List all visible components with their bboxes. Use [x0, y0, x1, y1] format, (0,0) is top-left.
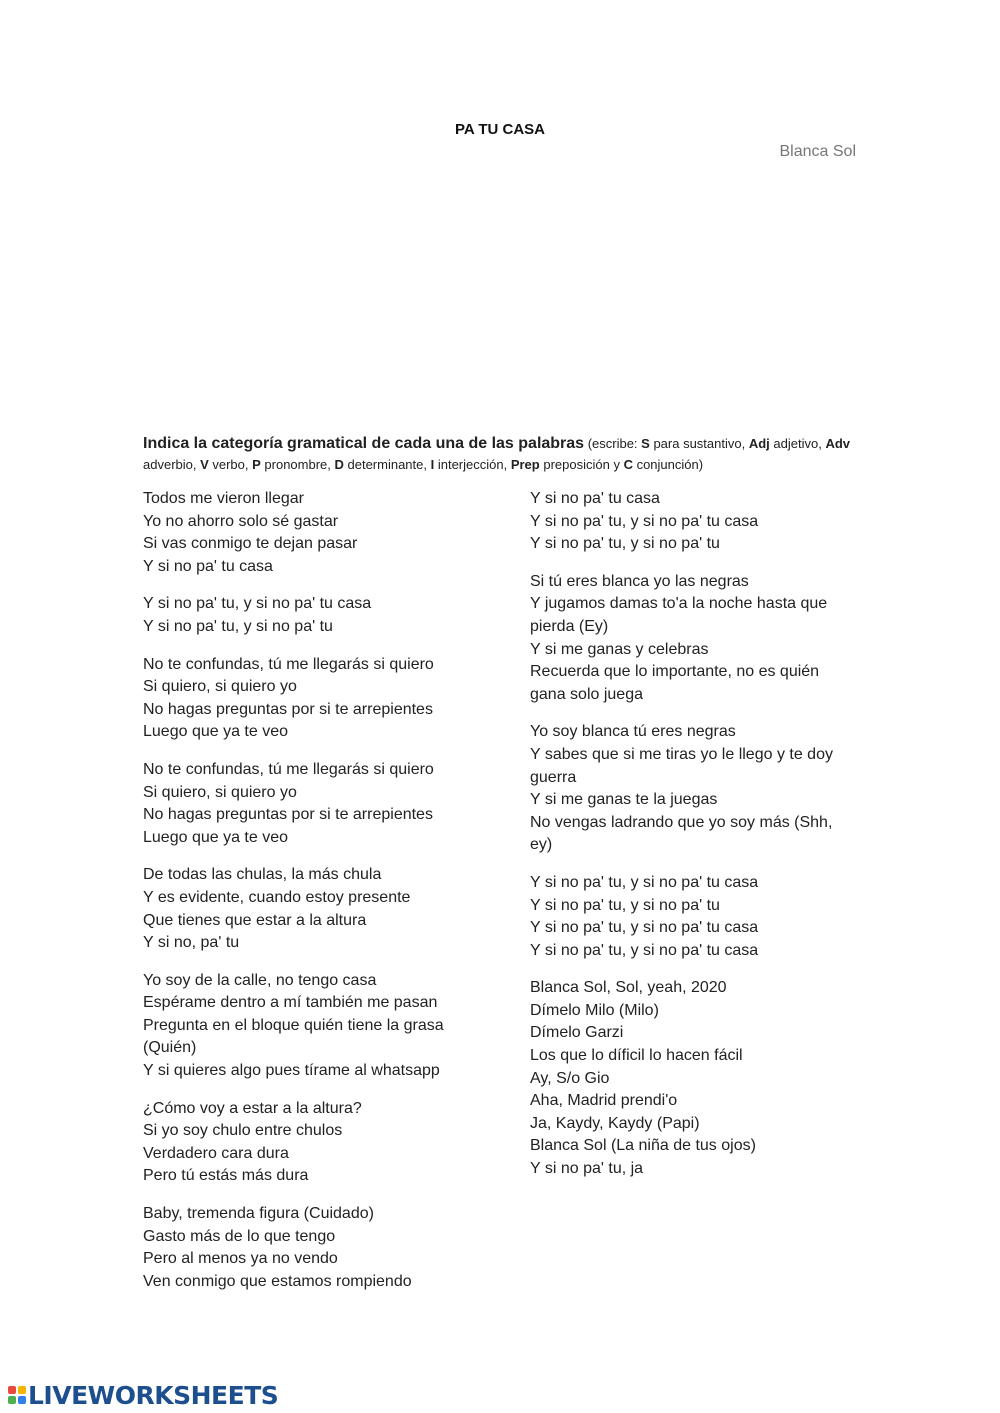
lyric-line: Si quiero, si quiero yo: [143, 678, 297, 696]
lyric-line: Y si no pa' tu casa: [530, 490, 660, 507]
document-title: PA TU CASA: [455, 121, 545, 138]
lyric-line: Dímelo Milo (Milo): [530, 1001, 659, 1019]
instructions-lead: Indica la categoría gramatical de cada una de las palabras: [143, 435, 585, 452]
lyric-line: Y si no pa' tu, y si no pa' tu casa: [530, 873, 759, 891]
lyric-line: No te confundas, tú me llegarás si quiero: [143, 655, 434, 673]
lyric-line: Blanca Sol, Sol, yeah, 2020: [530, 979, 727, 997]
logo-square: [8, 1396, 16, 1404]
lyric-line: Baby, tremenda figura (Cuidado): [143, 1205, 374, 1223]
category-abbreviation: Prep: [510, 457, 540, 472]
lyric-line: Yo no ahorro solo sé gastar: [143, 512, 339, 530]
stanza: [143, 759, 473, 849]
lyric-line: Y si no pa' tu, y si no pa' tu: [530, 896, 720, 914]
category-abbreviation: V: [200, 457, 209, 472]
legend-text: para sustantivo,: [649, 436, 749, 451]
stanza: [143, 488, 473, 578]
lyric-line: Verdadero cara dura: [143, 1144, 289, 1162]
lyric-line: Y si quieres algo pues tírame al whatsapp: [143, 1062, 440, 1080]
lyric-line: No hagas preguntas por si te arrepientes: [143, 700, 433, 718]
legend-text: (escribe:: [584, 436, 642, 451]
category-abbreviation: S: [641, 436, 650, 451]
lyric-line: Y si no pa' tu, y si no pa' tu: [530, 535, 720, 553]
stanza: [530, 977, 850, 1180]
lyric-line: Si yo soy chulo entre chulos: [143, 1122, 343, 1140]
lyric-line: No vengas ladrando que yo soy más (Shh, ey): [530, 813, 833, 854]
stanza: [143, 593, 473, 638]
lyric-line: Y jugamos damas to'a la noche hasta que pierda (Ey): [530, 595, 828, 635]
stanza: [530, 488, 850, 556]
lyric-line: Y si no pa' tu, ja: [530, 1160, 644, 1178]
lyric-line: Pero tú estás más dura: [143, 1167, 309, 1185]
lyric-line: Si tú eres blanca yo las negras: [530, 572, 749, 590]
lyric-line: Y si no pa' tu, y si no pa' tu casa: [530, 919, 759, 937]
lyric-line: De todas las chulas, la más chula: [143, 866, 382, 884]
lyric-line: Que tienes que estar a la altura: [143, 911, 367, 929]
lyric-line: Y si no pa' tu, y si no pa' tu casa: [530, 512, 759, 530]
legend-text: preposición y: [539, 457, 624, 472]
lyric-line: Blanca Sol (La niña de tus ojos): [530, 1137, 756, 1155]
logo-icon: [8, 1386, 26, 1404]
lyric-line: No te confundas, tú me llegarás si quiero: [143, 760, 434, 778]
lyric-line: Y si me ganas te la juegas: [530, 791, 718, 809]
lyric-line: Dímelo Garzi: [530, 1024, 624, 1042]
lyric-line: Aha, Madrid prendi'o: [530, 1092, 678, 1110]
logo-square: [8, 1386, 16, 1394]
category-abbreviation: I: [430, 457, 435, 472]
stanza: [143, 654, 473, 744]
lyric-line: Y si me ganas y celebras: [530, 640, 709, 658]
lyric-line: ¿Cómo voy a estar a la altura?: [143, 1099, 362, 1117]
lyrics-right-column: [530, 488, 850, 1196]
lyric-line: Luego que ya te veo: [143, 723, 289, 741]
song-author: Blanca Sol: [779, 143, 856, 160]
legend-text: conjunción): [632, 457, 704, 472]
lyric-line: Luego que ya te veo: [143, 828, 289, 846]
category-abbreviation: C: [623, 457, 633, 472]
lyric-line: Gasto más de lo que tengo: [143, 1227, 336, 1245]
category-abbreviation: Adv: [825, 436, 850, 451]
stanza: [143, 1098, 473, 1188]
lyric-line: Los que lo díficil lo hacen fácil: [530, 1047, 743, 1065]
legend-text: adverbio,: [143, 457, 201, 472]
logo-square: [18, 1386, 26, 1394]
lyric-line: Si quiero, si quiero yo: [143, 783, 297, 801]
liveworksheets-logo: [8, 1379, 278, 1411]
lyric-line: Pero al menos ya no vendo: [143, 1250, 338, 1268]
lyric-line: Espérame dentro a mí también me pasan: [143, 994, 438, 1012]
lyric-line: Si vas conmigo te dejan pasar: [143, 535, 358, 553]
stanza: [530, 721, 850, 857]
stanza: [143, 864, 473, 954]
stanza: [143, 1203, 473, 1293]
lyrics-left-column: [143, 488, 473, 1308]
lyric-line: Yo soy blanca tú eres negras: [530, 723, 736, 741]
legend-text: verbo,: [208, 457, 253, 472]
legend-text: pronombre,: [260, 457, 335, 472]
logo-text: LIVEWORKSHEETS: [28, 1380, 279, 1410]
legend-text: determinante,: [343, 457, 431, 472]
lyric-line: Y si no, pa' tu: [143, 934, 240, 952]
lyric-line: Y es evidente, cuando estoy presente: [143, 888, 411, 906]
legend-text: interjección,: [434, 457, 511, 472]
lyric-line: No hagas preguntas por si te arrepientes: [143, 806, 433, 824]
lyric-line: Y si no pa' tu casa: [143, 557, 273, 575]
lyric-line: Y sabes que si me tiras yo le llego y te doy guerra: [530, 745, 833, 786]
lyric-line: Todos me vieron llegar: [143, 490, 304, 507]
lyric-line: Yo soy de la calle, no tengo casa: [143, 971, 377, 989]
instructions: [143, 433, 853, 475]
stanza: [530, 571, 850, 707]
lyric-line: Y si no pa' tu, y si no pa' tu casa: [530, 941, 759, 959]
lyric-line: Ay, S/o Gio: [530, 1069, 610, 1087]
lyric-line: Y si no pa' tu, y si no pa' tu casa: [143, 595, 372, 613]
stanza: [143, 970, 473, 1083]
lyric-line: Ja, Kaydy, Kaydy (Papi): [530, 1114, 700, 1132]
lyric-line: Ven conmigo que estamos rompiendo: [143, 1272, 412, 1290]
category-abbreviation: Adj: [748, 436, 770, 451]
lyric-line: Y si no pa' tu, y si no pa' tu: [143, 617, 333, 635]
lyric-line: Pregunta en el bloque quién tiene la grasa (Quién): [143, 1016, 444, 1057]
category-abbreviation: P: [252, 457, 261, 472]
category-abbreviation: D: [334, 457, 344, 472]
lyric-line: Recuerda que lo importante, no es quién gana solo juega: [530, 663, 820, 703]
stanza: [530, 872, 850, 962]
legend-text: adjetivo,: [769, 436, 826, 451]
logo-square: [18, 1396, 26, 1404]
